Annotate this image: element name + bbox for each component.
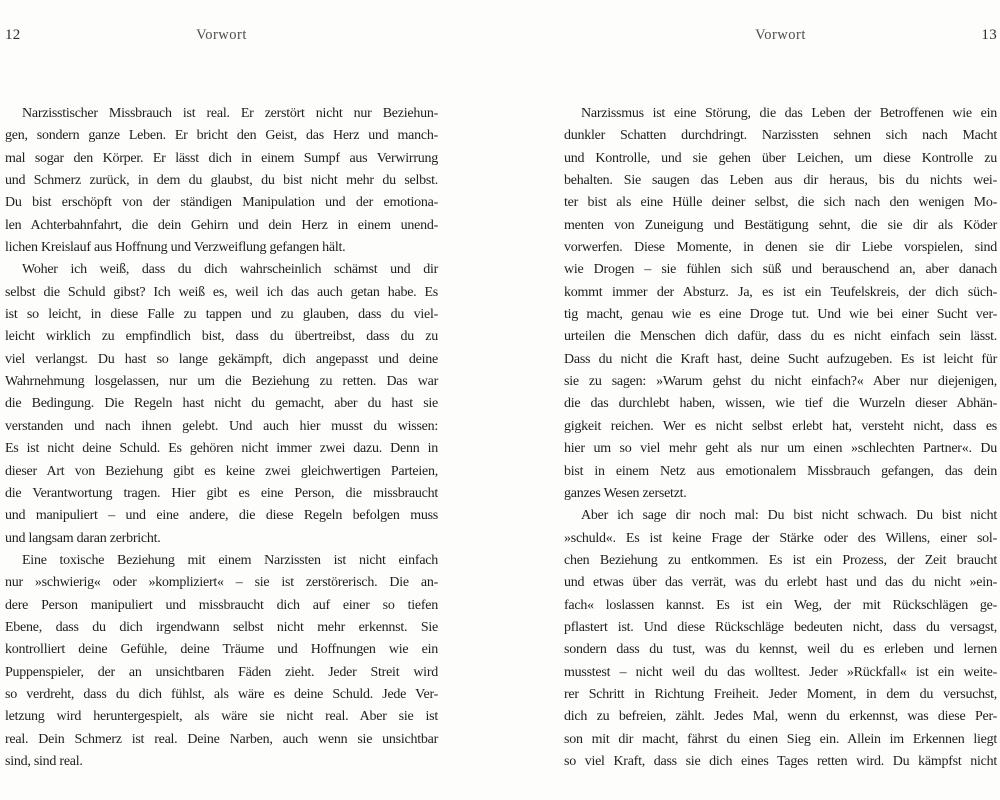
text-line: son mit dir macht, fährst du einen Sieg ein. Allein im Erkennen liegt [564,731,997,747]
text-line: so viel Kraft, dass sie dich eines Tages retten wird. Du kämpfst nicht [564,753,997,769]
text-line: Aber ich sage dir noch mal: Du bist nicht schwach. Du bist nicht [581,508,997,524]
text-line: Puppenspieler, der an unsichtbaren Fäden zieht. Jeder Streit wird [5,664,438,680]
text-line: bist in einem Netz aus emotionalem Missbrauch gefangen, das dein [564,463,997,479]
text-line: Woher ich weiß, dass du dich wahrscheinlich schämst und dir [22,262,438,278]
text-line: real. Dein Schmerz ist real. Deine Narben, auch wenn sie unsichtbar [5,731,438,747]
text-line: fach« loslassen kannst. Es ist ein Weg, der mit Rückschlägen ge- [564,597,997,613]
text-line: nur »schwierig« oder »kompliziert« – sie ist zerstörerisch. Die an- [5,575,438,591]
text-line: Es ist nicht deine Schuld. Es gehören nicht immer zwei dazu. Denn in [5,441,438,457]
text-line: gigkeit reichen. Wer es nicht selbst erlebt hat, versteht nicht, dass es [564,418,997,434]
text-line: viel verlangst. Du hast so lange gekämpft, dich angepasst und deine [5,351,438,367]
text-line: wie Drogen – sie fühlen sich süß und berauschend an, aber danach [564,262,997,278]
text-line: Wahrnehmung losgelassen, nur um die Beziehung zu retten. Das war [5,374,438,390]
text-line: tig macht, genau wie es eine Droge tut. Und wie bei einer Sucht ver- [564,307,997,323]
text-line: behalten. Sie saugen das Leben aus dir heraus, bis du nichts wei- [564,173,997,189]
text-line: die Bedingung. Die Regeln hast nicht du gemacht, aber du hast sie [5,396,438,412]
text-line: und Kontrolle, und sie gehen über Leichen, um diese Kontrolle zu [564,150,997,166]
text-line: urteilen die Menschen dich dafür, dass du es nicht einfach sein lässt. [564,329,997,345]
text-line: lichen Kreislauf aus Hoffnung und Verzweiflung gefangen hält. [5,240,346,256]
text-line: leicht wirklich zu empfindlich bist, dass du übertreibst, dass du zu [5,329,438,345]
text-line: ganzes Wesen zersetzt. [564,485,687,501]
text-line: »schuld«. Es ist keine Frage der Stärke oder des Willens, einer sol- [564,530,997,546]
text-line: Ebene, dass du dich irgendwann selbst nicht mehr erkennst. Sie [5,619,438,635]
text-line: Narzisstischer Missbrauch ist real. Er zerstört nicht nur Beziehun- [22,106,438,121]
page-number-right: 13 [981,27,997,43]
text-line: verstanden und nach ihnen gelebt. Und auch hier musst du wissen: [5,418,438,434]
text-line: chen Beziehung zu entkommen. Es ist ein Prozess, der Zeit braucht [564,552,997,568]
text-line: sondern dass du tust, was du kennst, weil du es erleben und lernen [564,642,997,658]
text-line: dunkler Schatten durchdringt. Narzissten sehnen sich nach Macht [564,128,997,144]
text-line: Du bist erschöpft von der ständigen Manipulation und der emotiona- [5,195,438,211]
text-line: die Verantwortung tragen. Hier gibt es eine Person, die missbraucht [5,485,438,501]
left-page-header [5,27,438,45]
text-line: len Achterbahnfahrt, die dein Gehirn und dein Herz in einem unend- [5,217,438,233]
running-head-left: Vorwort [196,27,247,43]
text-line: sind, sind real. [5,753,83,769]
text-line: dere Person manipuliert und missbraucht dich auf einer so tiefen [5,597,438,613]
text-line: und langsam daran zerbricht. [5,530,161,546]
right-page-header [564,27,997,45]
text-line: hier um so viel mehr geht als nur um einen »schlechten Partner«. Du [564,441,997,457]
text-line: ist so leicht, in diese Falle zu tappen und zu glauben, dass du viel- [5,307,438,323]
text-line: kontrolliert deine Gefühle, deine Träume und Hoffnungen wie ein [5,642,438,658]
text-line: Narzissmus ist eine Störung, die das Leben der Betroffenen wie ein [581,106,997,121]
running-head-right: Vorwort [755,27,806,43]
text-line: sie zu sagen: »Warum gehst du nicht einfach?« Aber nur diejenigen, [564,374,997,390]
text-line: letzung wird heruntergespielt, als wäre sie nicht real. Aber sie ist [5,709,438,725]
text-line: Dass du nicht die Kraft hast, deine Sucht aufzugeben. Es ist leicht für [564,351,997,367]
text-line: und Schmerz zurück, in dem du glaubst, du bist nicht mehr du selbst. [5,173,438,189]
text-line: ter bist als eine Hülle deiner selbst, die sich nach den wenigen Mo- [564,195,997,211]
text-line: dieser Art von Beziehung gibt es keine zwei gleichwertigen Parteien, [5,463,438,479]
text-line: gen, sondern ganze Leben. Er bricht den Geist, das Herz und manch- [5,128,438,144]
left-page-body-text [5,103,438,773]
page-number-left: 12 [5,27,21,43]
text-line: die das durchlebt haben, wissen, wie tief die Wurzeln dieser Abhän- [564,396,997,412]
text-line: selbst die Schuld gibst? Ich weiß es, weil ich das auch getan habe. Es [5,284,438,300]
text-line: vorwerfen. Diese Momente, in denen sie dir Liebe vorspielen, sind [564,240,997,256]
text-line: rer Schritt in Richtung Freiheit. Jeder Moment, in dem du versuchst, [564,686,997,702]
left-page [5,0,438,800]
text-line: dich zu befreien, zählt. Jedes Mal, wenn du erkennst, was diese Per- [564,709,997,725]
text-line: musstest – nicht weil du das wolltest. Jeder »Rückfall« ist ein weite- [564,664,997,680]
text-line: pflastert ist. Und diese Rückschläge bedeuten nicht, dass du versagst, [564,619,997,635]
right-page-body-text [564,103,997,773]
text-line: kommt immer der Absturz. Ja, es ist ein Teufelskreis, der dich süch- [564,284,997,300]
text-line: mal sogar den Körper. Er lässt dich in einem Sumpf aus Verwirrung [5,150,438,166]
text-line: so verdreht, dass du dich fühlst, als wäre es deine Schuld. Jede Ver- [5,686,438,702]
text-line: menten von Zuneigung und Bestätigung sehnt, die sie dir als Köder [564,217,997,233]
text-line: und manipuliert – und eine andere, die diese Regeln befolgen muss [5,508,438,524]
right-page [564,0,997,800]
text-line: Eine toxische Beziehung mit einem Narzissten ist nicht einfach [22,552,438,568]
text-line: und etwas über das verrät, was du erlebt hast und das du nicht »ein- [564,575,997,591]
